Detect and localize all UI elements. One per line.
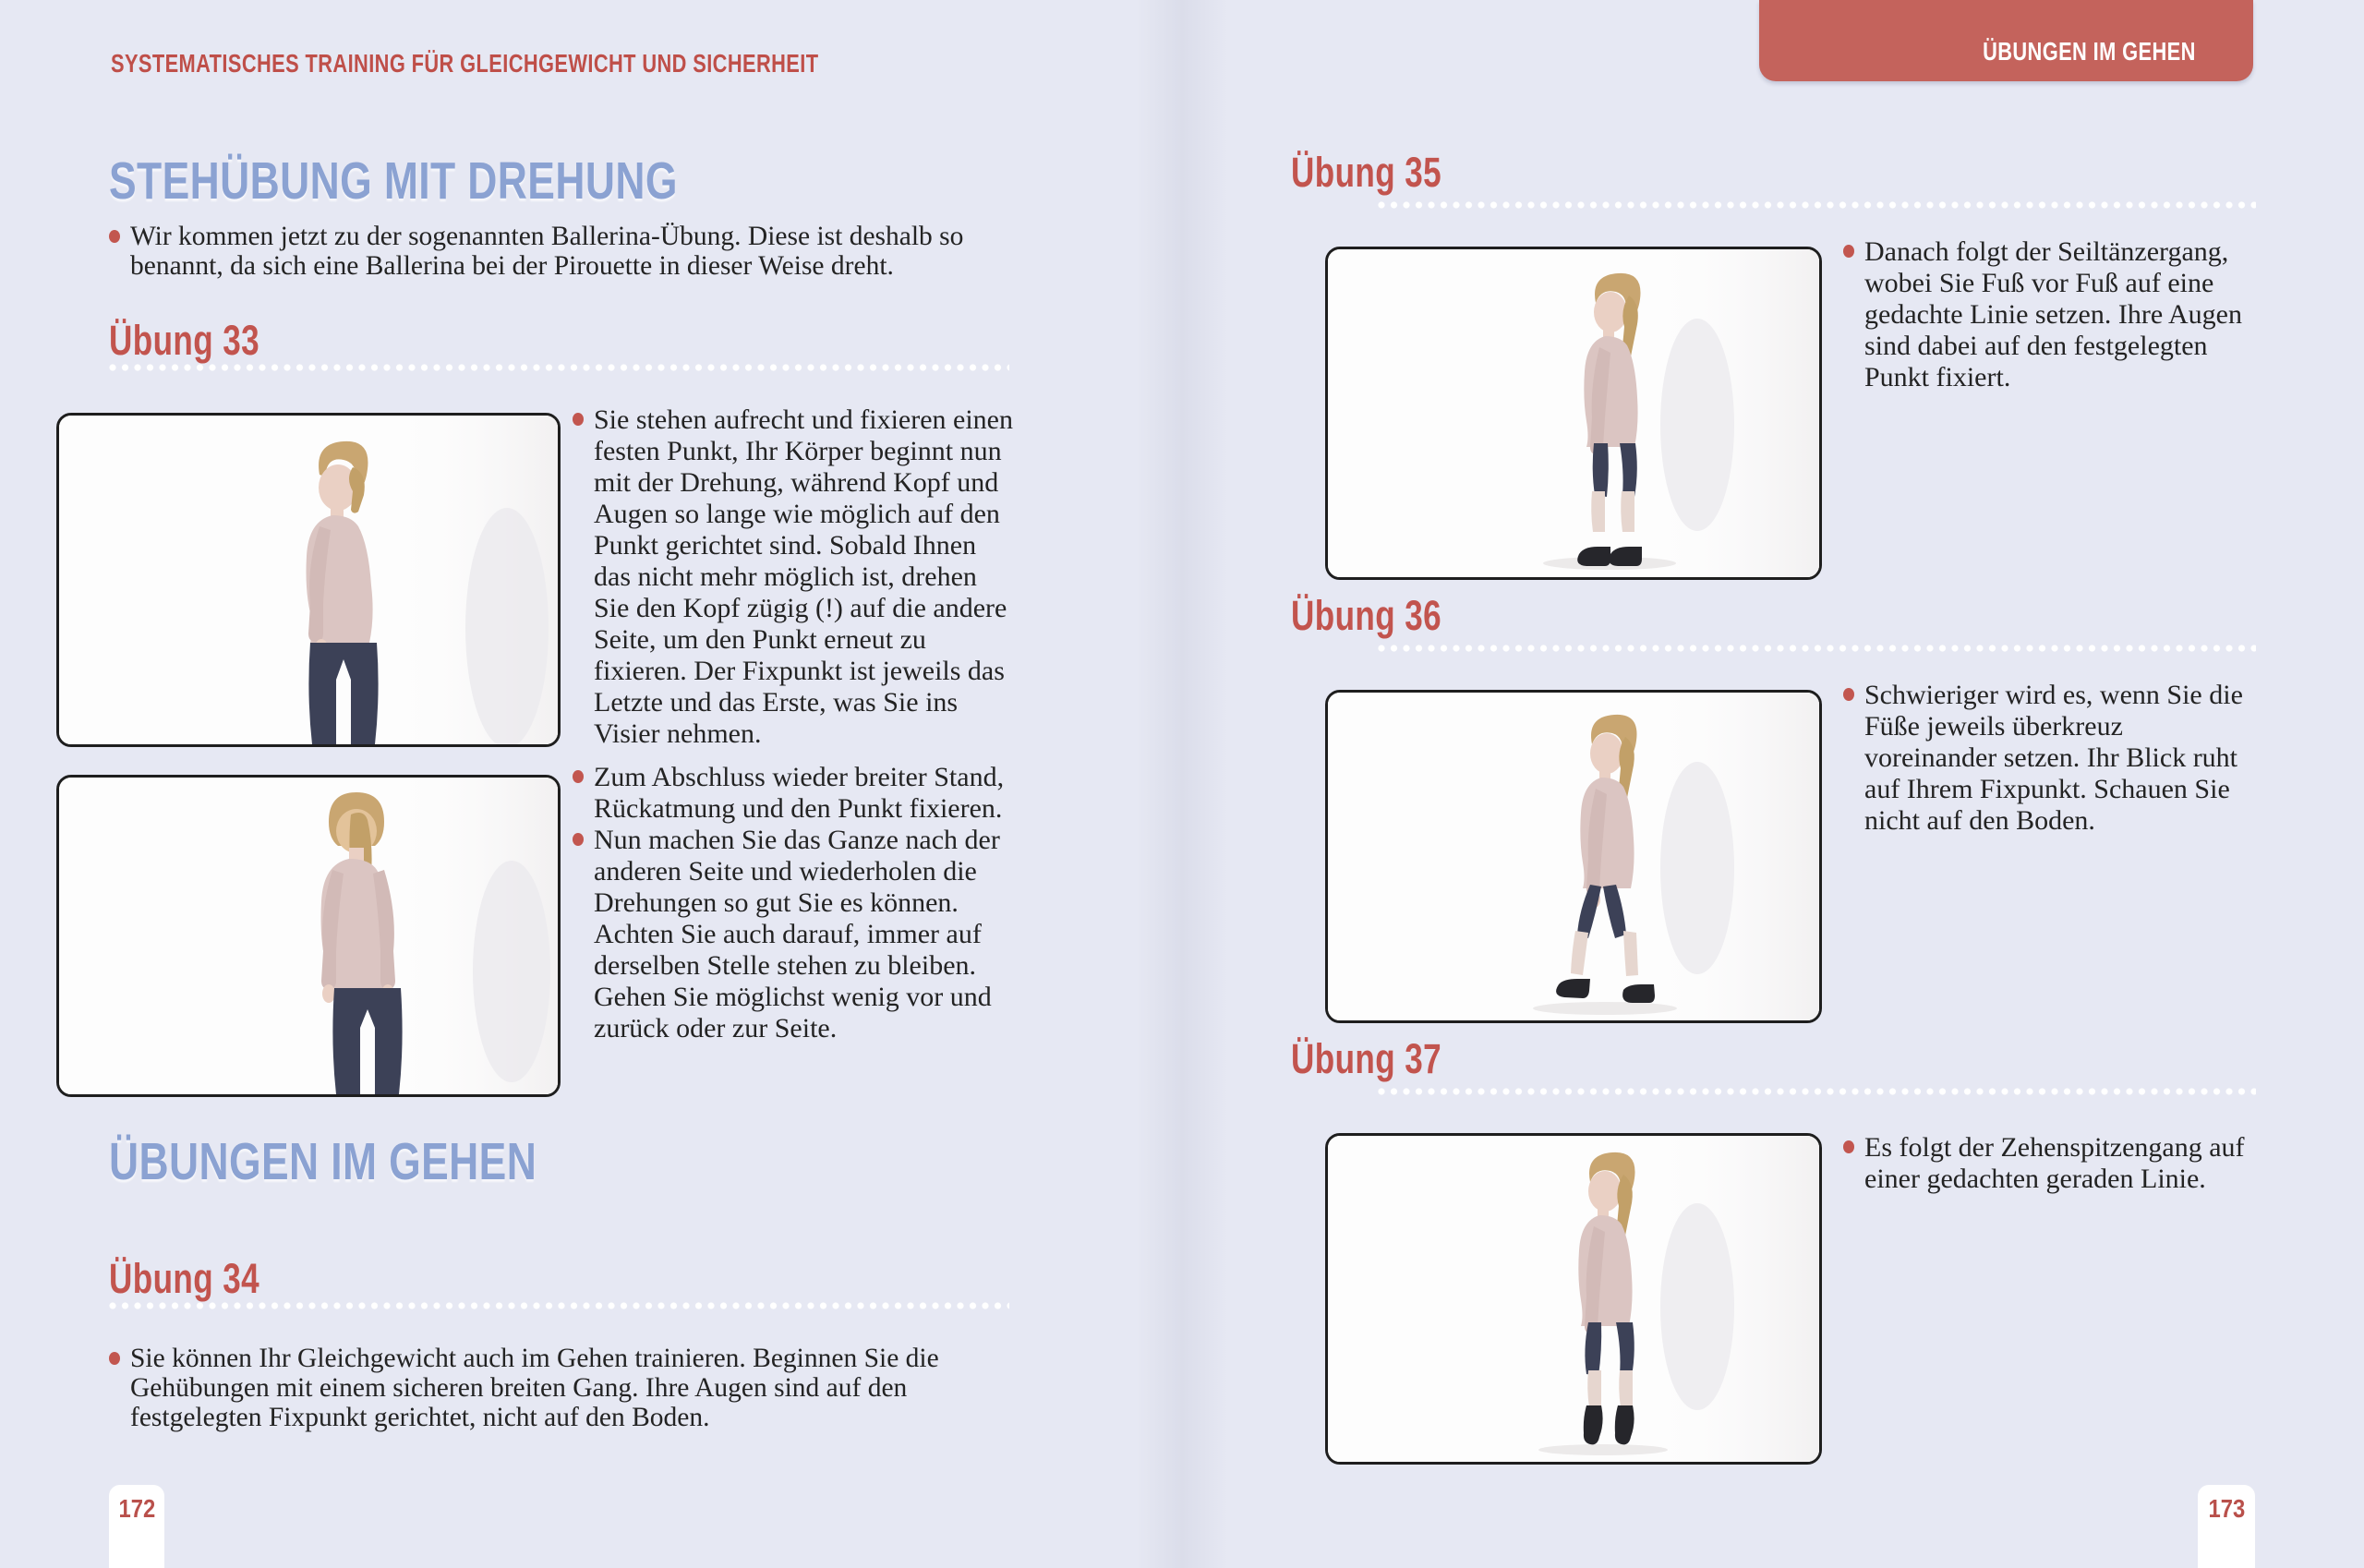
exercise-33-heading: Übung 33 — [109, 317, 260, 364]
woman-back-view-illustration — [59, 778, 558, 1094]
dotted-divider — [1378, 645, 2256, 652]
intro-bullet — [109, 222, 1015, 281]
dotted-divider — [1378, 1088, 2256, 1095]
intro-bullet-text: Wir kommen jetzt zu der sogenannten Ballerina-Übung. Diese ist deshalb so benannt, da sich eine Ballerina bei der Pirouette in dieser Weise dreht. — [130, 222, 964, 281]
bullet-dot — [109, 1352, 120, 1365]
list-item — [1843, 680, 2261, 837]
exercise-35-heading: Übung 35 — [1291, 149, 1442, 196]
list-item — [1843, 1132, 2261, 1195]
dotted-divider — [109, 364, 1009, 371]
woman-side-walking-illustration — [1328, 693, 1819, 1020]
woman-tiptoe-walking-illustration — [1328, 1136, 1819, 1462]
exercise-34-heading: Übung 34 — [109, 1255, 260, 1302]
dotted-divider — [1378, 201, 2256, 209]
exercise-36-bullet-list — [1843, 680, 2261, 837]
woman-standing-turned-illustration — [59, 416, 558, 744]
page-number: 172 — [118, 1494, 155, 1523]
woman-side-standing-illustration — [1328, 249, 1819, 577]
exercise-35-bullet-text: Danach folgt der Seiltänzergang, wobei Sie Fuß vor Fuß auf eine gedachte Linie setzen. Ihre Augen sind dabei auf den festgelegten Punkt fixiert. — [1864, 236, 2242, 392]
exercise-37-photo — [1325, 1133, 1822, 1465]
exercise-35-bullet-list — [1843, 236, 2261, 393]
bullet-dot — [573, 833, 584, 846]
bullet-dot — [109, 230, 120, 243]
bullet-dot — [573, 770, 584, 783]
exercise-33-bullet-1: Sie stehen aufrecht und fixieren einen festen Punkt, Ihr Körper beginnt nun mit der Drehung, während Kopf und Augen so lange wie möglich auf den Punkt gerichtet sind. Sobald Ihnen das nicht mehr möglich ist, drehen Sie den Kopf zügig (!) auf die andere Seite, um den Punkt erneut zu fixieren. Der Fixpunkt ist jeweils das Letzte und das Erste, was Sie ins Visier nehmen. — [594, 404, 1013, 749]
bullet-dot — [1843, 688, 1854, 701]
section-title-stehuebung: STEHÜBUNG MIT DREHUNG — [109, 151, 678, 211]
page-number: 173 — [2208, 1494, 2245, 1523]
exercise-33-photo-back — [56, 775, 561, 1097]
exercise-36-heading: Übung 36 — [1291, 592, 1442, 639]
list-item — [573, 762, 1014, 825]
bullet-dot — [573, 413, 584, 426]
exercise-33-bullet-2: Zum Abschluss wieder breiter Stand, Rückatmung und den Punkt fixieren. — [594, 762, 1005, 824]
exercise-34-bullet-text: Sie können Ihr Gleichgewicht auch im Gehen trainieren. Beginnen Sie die Gehübungen mit einem sicheren breiten Gang. Ihre Augen sind auf den festgelegten Fixpunkt gerichtet, nicht auf den Boden. — [130, 1344, 939, 1432]
bullet-dot — [1843, 1140, 1854, 1153]
exercise-37-bullet-list — [1843, 1132, 2261, 1195]
chapter-tab-label: ÜBUNGEN IM GEHEN — [1983, 37, 2196, 66]
exercise-36-bullet-text: Schwieriger wird es, wenn Sie die Füße jeweils überkreuz voreinander setzen. Ihr Blick ruht auf Ihrem Fixpunkt. Schauen Sie nicht auf den Boden. — [1864, 680, 2243, 836]
section-title-uebungen-im-gehen: ÜBUNGEN IM GEHEN — [109, 1132, 537, 1191]
exercise-35-photo — [1325, 247, 1822, 580]
exercise-33-bullet-list — [573, 404, 1014, 1044]
exercise-33-bullet-3: Nun machen Sie das Ganze nach der anderen Seite und wiederholen die Drehungen so gut Sie es können. Achten Sie auch darauf, immer auf derselben Stelle stehen zu bleiben. Gehen Sie möglichst wenig vor und zurück oder zur Seite. — [594, 825, 1000, 1043]
page-right — [1182, 0, 2364, 1568]
exercise-33-photo-turn — [56, 413, 561, 747]
list-item — [573, 825, 1014, 1044]
list-item — [573, 404, 1014, 750]
running-header: SYSTEMATISCHES TRAINING FÜR GLEICHGEWICHT UND SICHERHEIT — [111, 49, 819, 78]
exercise-37-heading: Übung 37 — [1291, 1035, 1442, 1082]
list-item — [1843, 236, 2261, 393]
chapter-tab — [1759, 0, 2253, 81]
page-number-tab-left — [109, 1485, 164, 1568]
page-number-tab-right — [2198, 1485, 2255, 1568]
exercise-37-bullet-text: Es folgt der Zehenspitzengang auf einer gedachten geraden Linie. — [1864, 1132, 2245, 1194]
bullet-dot — [1843, 245, 1854, 258]
exercise-34-bullet — [109, 1344, 1015, 1432]
exercise-36-photo — [1325, 690, 1822, 1023]
dotted-divider — [109, 1302, 1009, 1309]
